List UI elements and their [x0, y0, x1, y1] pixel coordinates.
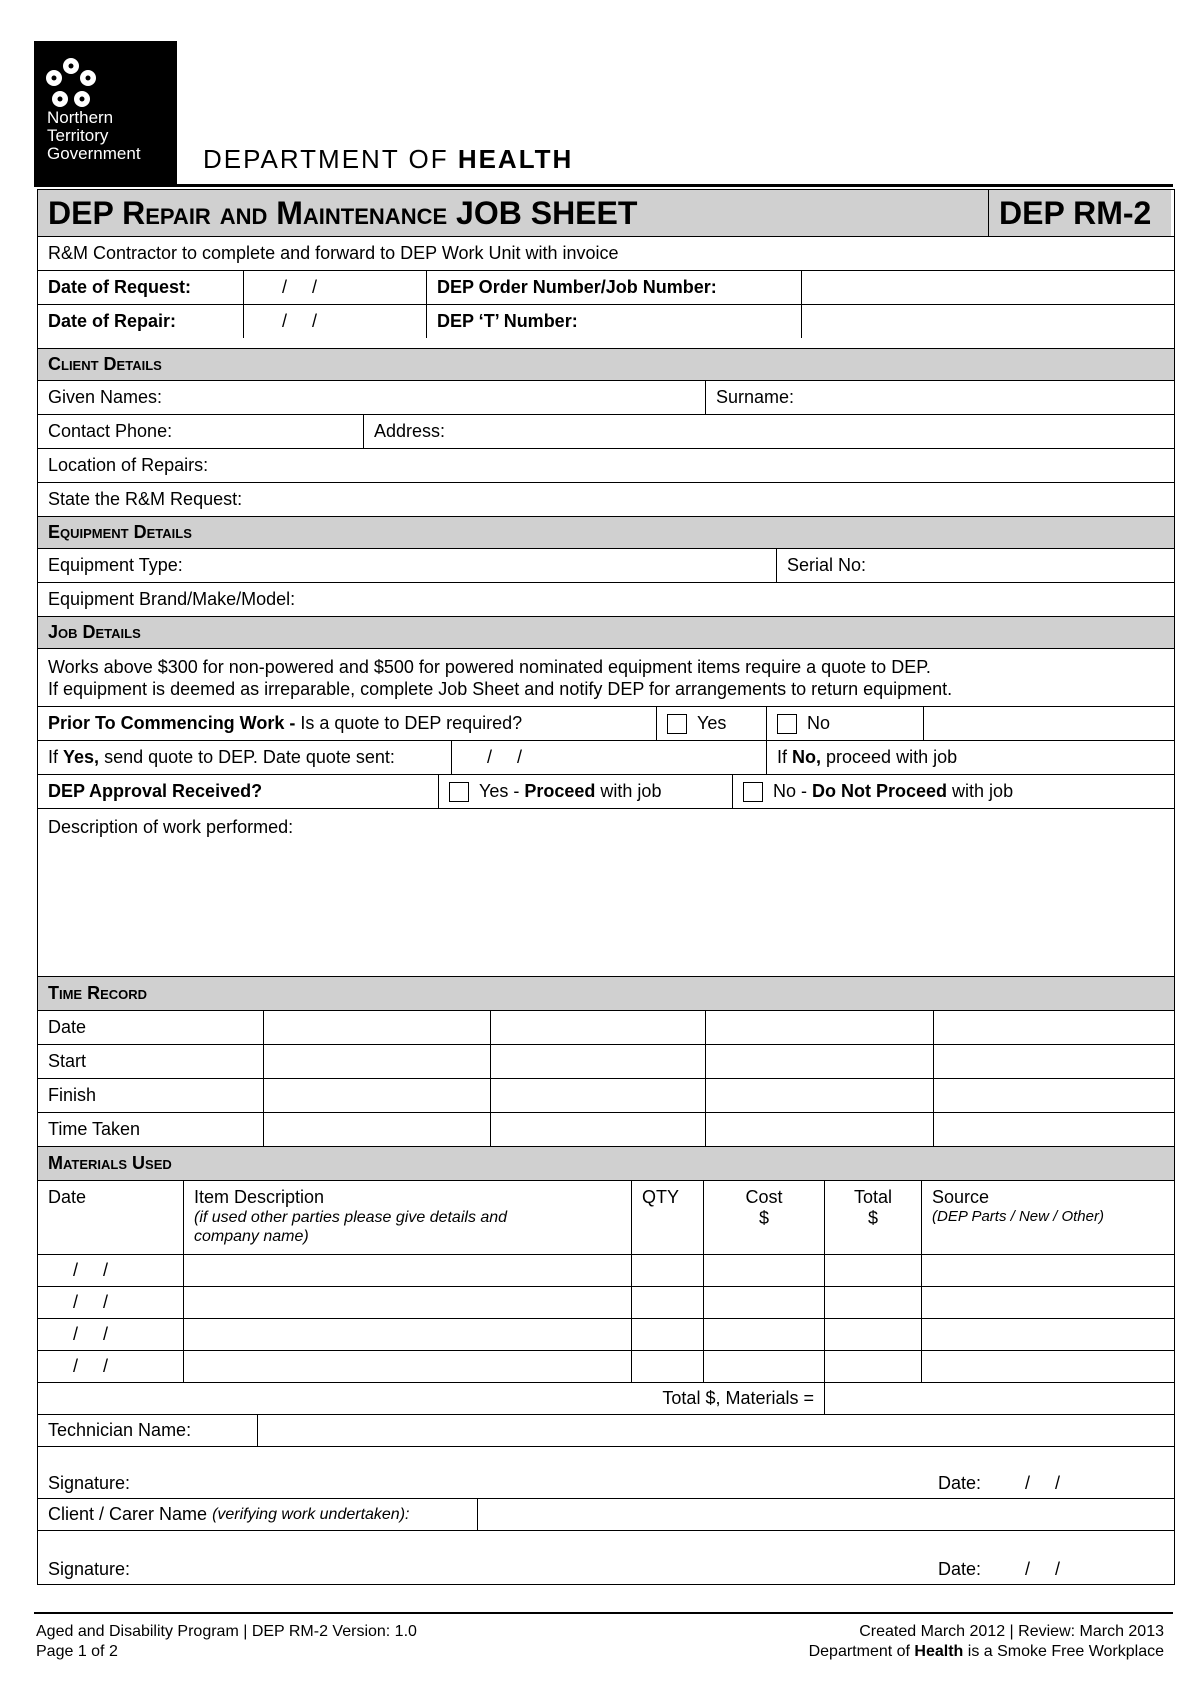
contact-phone-field[interactable]: Contact Phone:: [48, 421, 173, 441]
date-of-repair-field[interactable]: / /: [243, 305, 426, 338]
technician-date-field[interactable]: Date: / /: [938, 1473, 1061, 1493]
job-sheet-form: [37, 189, 1175, 1585]
t-number-field[interactable]: [801, 305, 1171, 338]
client-signature-field[interactable]: Signature:: [48, 1559, 131, 1579]
equipment-brand-field[interactable]: Equipment Brand/Make/Model:: [48, 589, 296, 609]
quote-sent-date-field[interactable]: / /: [451, 741, 766, 774]
department-title: DEPARTMENT OF HEALTH: [203, 144, 574, 174]
date-of-repair-label: Date of Repair:: [48, 311, 177, 331]
footer-left: Aged and Disability Program | DEP RM-2 Version: 1.0 Page 1 of 2: [36, 1623, 417, 1660]
date-of-request-field[interactable]: / /: [243, 271, 426, 304]
form-title: DEP Repair and Maintenance JOB SHEET: [38, 190, 988, 236]
serial-no-field[interactable]: Serial No:: [776, 549, 1171, 582]
materials-row: / /: [38, 1286, 1174, 1318]
address-field[interactable]: Address:: [363, 415, 1171, 448]
time-row-start: Start: [38, 1044, 1174, 1078]
location-of-repairs-field[interactable]: Location of Repairs:: [48, 455, 209, 475]
header-rule: [34, 184, 1173, 187]
equipment-type-field[interactable]: Equipment Type:: [48, 555, 183, 575]
rm-request-field[interactable]: State the R&M Request:: [48, 489, 243, 509]
time-row-finish: Finish: [38, 1078, 1174, 1112]
client-details-heading: Client Details: [48, 354, 162, 374]
materials-row: / /: [38, 1254, 1174, 1286]
t-number-label: DEP ‘T’ Number:: [426, 305, 801, 338]
materials-header-row: Date Item Description (if used other parties please give details and company name) QTY Cost $ Total $ Source (DEP Parts / New / Other): [38, 1180, 1174, 1254]
approval-yes-checkbox[interactable]: [449, 782, 469, 802]
logo-text: Northern Territory Government: [47, 108, 141, 163]
materials-total-row: [38, 1382, 1174, 1414]
materials-total-label: Total $, Materials =: [662, 1388, 814, 1408]
if-yes-text: If Yes, send quote to DEP. Date quote sent:: [48, 747, 395, 767]
materials-row: / /: [38, 1350, 1174, 1382]
job-note: Works above $300 for non-powered and $500 for powered nominated equipment items require a quote to DEP. If equipment is deemed as irreparable, complete Job Sheet and notify DEP for arrangements to return equipment.: [48, 656, 953, 699]
approval-yes-option[interactable]: Yes - Proceed with job: [438, 775, 732, 808]
given-names-field[interactable]: Given Names:: [48, 387, 163, 407]
prior-to-commencing: Prior To Commencing Work - Is a quote to DEP required?: [48, 713, 523, 733]
approval-no-option[interactable]: No - Do Not Proceed with job: [732, 775, 1171, 808]
if-no-text: If No, proceed with job: [766, 741, 1171, 774]
technician-signature-field[interactable]: Signature:: [48, 1473, 131, 1493]
approval-no-checkbox[interactable]: [743, 782, 763, 802]
time-record-heading: Time Record: [48, 983, 148, 1003]
equipment-details-heading: Equipment Details: [48, 522, 192, 542]
title-row: [38, 189, 1174, 236]
quote-no-checkbox[interactable]: [777, 714, 797, 734]
time-row-date: Date: [38, 1010, 1174, 1044]
footer-right: Created March 2012 | Review: March 2013 Department of Health is a Smoke Free Workplace: [808, 1623, 1164, 1660]
time-row-time-taken: Time Taken: [38, 1112, 1174, 1146]
footer-rule: [34, 1612, 1173, 1614]
work-description-field[interactable]: Description of work performed:: [48, 817, 294, 837]
quote-yes-checkbox[interactable]: [667, 714, 687, 734]
materials-used-heading: Materials Used: [48, 1153, 172, 1173]
nt-government-logo: [34, 41, 177, 186]
quote-yes-option[interactable]: Yes: [656, 707, 766, 740]
technician-name-label: Technician Name:: [48, 1420, 192, 1440]
materials-total-field[interactable]: [824, 1383, 1171, 1414]
quote-no-option[interactable]: No: [766, 707, 923, 740]
client-date-field[interactable]: Date: / /: [938, 1559, 1061, 1579]
dep-approval-label: DEP Approval Received?: [48, 781, 263, 801]
job-details-heading: Job Details: [48, 622, 141, 642]
form-code: DEP RM-2: [988, 190, 1171, 236]
technician-name-field[interactable]: [257, 1415, 1171, 1446]
order-number-label: DEP Order Number/Job Number:: [426, 271, 801, 304]
surname-field[interactable]: Surname:: [705, 381, 1171, 414]
client-name-field[interactable]: [477, 1499, 1171, 1530]
order-number-field[interactable]: [801, 271, 1171, 304]
form-instruction: R&M Contractor to complete and forward to DEP Work Unit with invoice: [48, 243, 619, 263]
date-of-request-label: Date of Request:: [48, 277, 192, 297]
materials-row: / /: [38, 1318, 1174, 1350]
client-name-label: Client / Carer Name (verifying work undertaken):: [48, 1504, 410, 1524]
flower-icon: [44, 57, 99, 112]
